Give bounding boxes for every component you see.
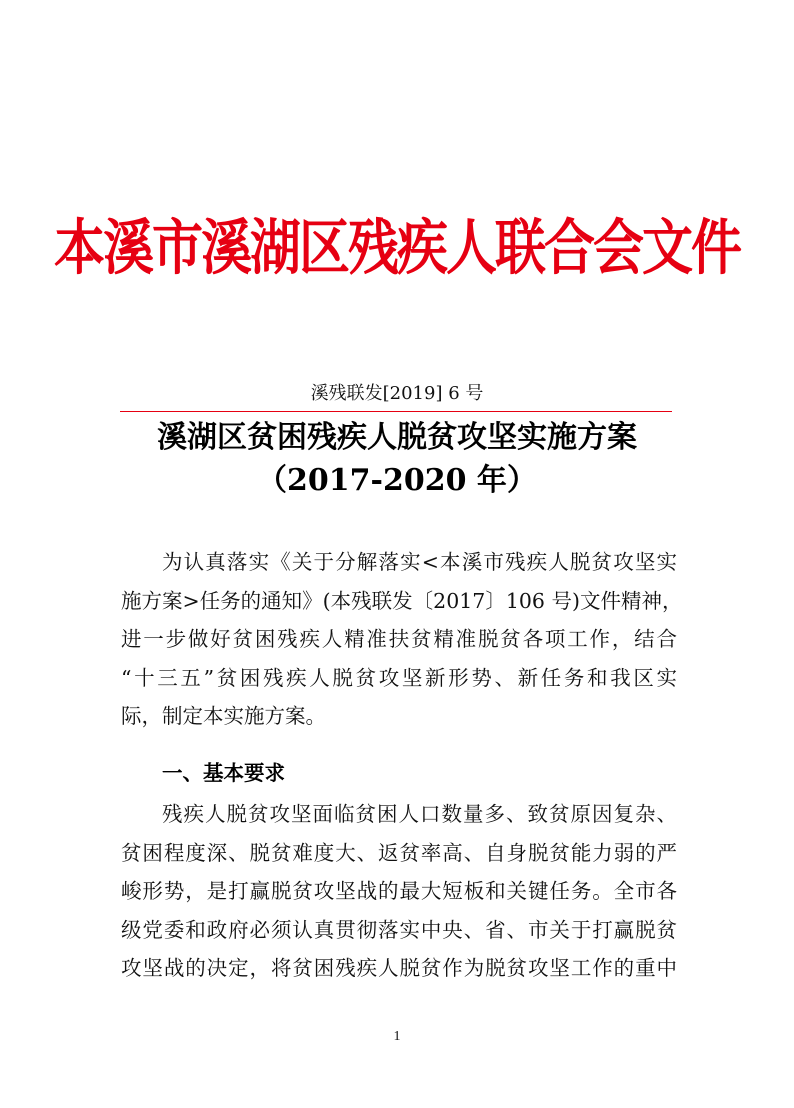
paragraph-line: 进一步做好贫困残疾人精准扶贫精准脱贫各项工作，结合 [121,627,677,651]
paragraph-line: 施方案>任务的通知》(本残联发〔2017〕106 号)文件精神， [121,588,683,613]
paragraph-intro [121,543,683,736]
paragraph-line: 为认真落实《关于分解落实<本溪市残疾人脱贫攻坚实 [162,550,677,574]
paragraph-line: 级党委和政府必须认真贯彻落实中央、省、市关于打赢脱贫 [121,917,677,942]
document-title: 溪湖区贫困残疾人脱贫攻坚实施方案 [157,420,637,455]
page-number: 1 [393,1029,401,1044]
paragraph-line: 际，制定本实施方案。 [121,704,326,728]
section-heading: 一、基本要求 [162,761,285,785]
document-number: 溪残联发[2019] 6 号 [310,383,484,404]
paragraph-line: 峻形势，是打赢脱贫攻坚战的最大短板和关键任务。全市各 [121,879,677,903]
paragraph-line: 贫困程度深、脱贫难度大、返贫率高、自身脱贫能力弱的严 [121,840,677,865]
paragraph-line: “十三五”贫困残疾人脱贫攻坚新形势、新任务和我区实 [121,665,677,690]
red-divider-line [120,411,672,412]
paragraph-line: 残疾人脱贫攻坚面临贫困人口数量多、致贫原因复杂、 [162,802,677,826]
document-period: （2017-2020 年） [257,463,537,498]
organization-header-title: 本溪市溪湖区残疾人联合会文件 [53,212,740,284]
paragraph-basic-requirements [121,795,677,988]
paragraph-line: 攻坚战的决定，将贫困残疾人脱贫作为脱贫攻坚工作的重中 [121,956,677,980]
